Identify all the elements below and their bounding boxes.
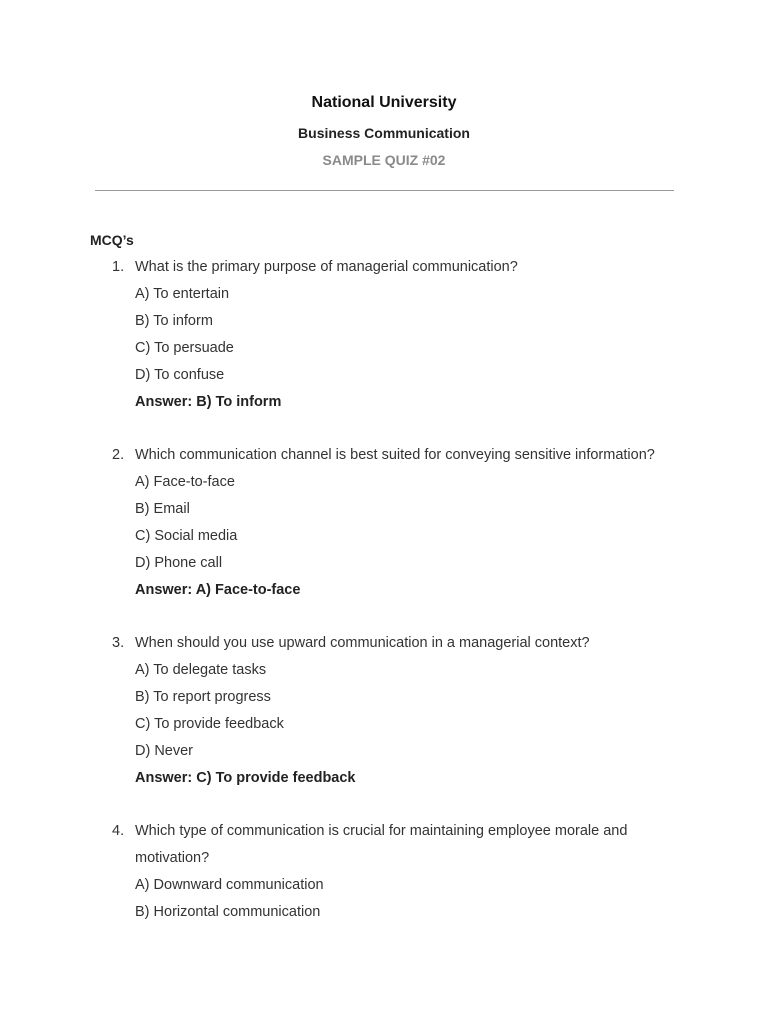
option-text: B) Horizontal communication	[135, 904, 321, 920]
option-a	[0, 874, 768, 901]
option-c	[0, 337, 768, 364]
option-text: A) Face-to-face	[135, 474, 235, 490]
option-c	[0, 713, 768, 740]
question-number: 1.	[112, 259, 125, 275]
answer-text: Answer: A) Face-to-face	[135, 582, 301, 598]
option-d	[0, 552, 768, 579]
option-c	[0, 525, 768, 552]
question-line	[0, 256, 768, 283]
option-text: A) Downward communication	[135, 877, 324, 893]
option-text: A) To delegate tasks	[135, 662, 267, 678]
option-text: B) Email	[135, 501, 190, 517]
question-number: 2.	[112, 447, 125, 463]
course-title: Business Communication	[298, 125, 470, 141]
option-b	[0, 901, 768, 928]
quiz-number: SAMPLE QUIZ #02	[322, 152, 446, 168]
question-1	[0, 256, 768, 418]
option-b	[0, 686, 768, 713]
question-line	[0, 444, 768, 471]
question-number: 4.	[112, 823, 125, 839]
option-text: C) To provide feedback	[135, 716, 284, 732]
question-list	[0, 256, 768, 954]
option-text: D) To confuse	[135, 367, 225, 383]
university-title: National University	[311, 94, 457, 111]
option-text: D) Never	[135, 743, 194, 759]
option-text: B) To report progress	[135, 689, 271, 705]
answer-text: Answer: C) To provide feedback	[135, 770, 356, 786]
question-text: Which communication channel is best suited for conveying sensitive information?	[135, 447, 655, 463]
option-d	[0, 364, 768, 391]
answer-text: Answer: B) To inform	[135, 394, 282, 410]
option-text: C) Social media	[135, 528, 238, 544]
question-text: When should you use upward communication in a managerial context?	[135, 635, 590, 651]
header-divider	[95, 190, 674, 191]
option-a	[0, 471, 768, 498]
option-text: C) To persuade	[135, 340, 234, 356]
option-d	[0, 740, 768, 767]
question-text: motivation?	[135, 850, 210, 866]
option-a	[0, 283, 768, 310]
option-a	[0, 659, 768, 686]
answer	[0, 767, 768, 794]
section-heading: MCQ’s	[90, 232, 134, 248]
option-text: A) To entertain	[135, 286, 230, 302]
question-line-continued	[0, 847, 768, 874]
answer	[0, 579, 768, 606]
answer	[0, 391, 768, 418]
option-text: D) Phone call	[135, 555, 223, 571]
question-3	[0, 632, 768, 794]
option-text: B) To inform	[135, 313, 213, 329]
question-line	[0, 632, 768, 659]
question-text: What is the primary purpose of managerial communication?	[135, 259, 518, 275]
question-number: 3.	[112, 635, 125, 651]
question-4	[0, 820, 768, 928]
question-text: Which type of communication is crucial for maintaining employee morale and	[135, 823, 628, 839]
option-b	[0, 498, 768, 525]
option-b	[0, 310, 768, 337]
question-line	[0, 820, 768, 847]
question-2	[0, 444, 768, 606]
